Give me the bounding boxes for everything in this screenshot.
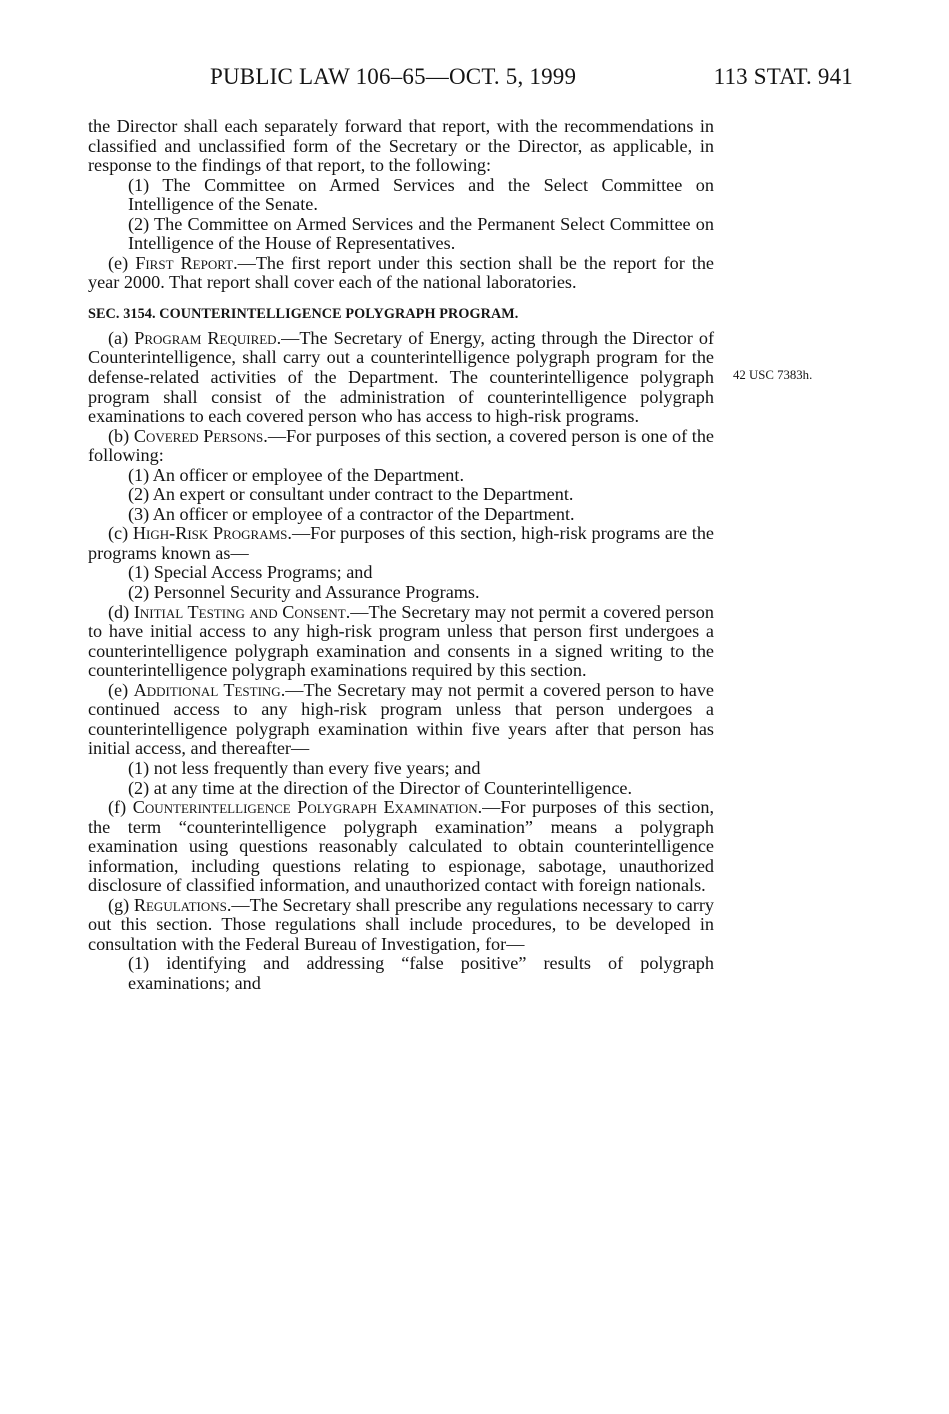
subsection-a	[88, 329, 714, 427]
subsection-c-item-2: (2) Personnel Security and Assurance Programs.	[128, 582, 480, 603]
running-title: PUBLIC LAW 106–65—OCT. 5, 1999	[210, 64, 577, 89]
subsection-f-text: .—For purposes of this section, the term “counterintelligence polygraph examination” means a polygraph examination using questions reasonably calculated to obtain counterintelligence information, including questions relating to espionage, sabotage, unauthorized disclosure of classified information, and unauthorized contact with foreign nationals.	[88, 797, 715, 896]
subsection-c-text: .—For purposes of this section, high-risk programs are the programs known as—	[88, 523, 715, 563]
subsection-e-caption: Additional Testing	[133, 679, 281, 700]
subsection-e-label: (e)	[108, 679, 134, 700]
subsection-f	[88, 798, 714, 896]
subsection-e	[88, 681, 714, 759]
subsection-c-label: (c)	[108, 523, 133, 544]
first-report-text: .—The first report under this section shall be the report for the year 2000. That report shall cover each of the national laboratories.	[88, 252, 715, 293]
subsection-g-label: (g)	[108, 894, 134, 915]
subsection-b-caption: Covered Persons	[133, 425, 264, 446]
subsection-d-text: .—The Secretary may not permit a covered person to have initial access to any high-risk program unless that person first undergoes a counterintelligence polygraph examination and consents in a signed writing to the counterintelligence polygraph examinations required by this section.	[88, 601, 714, 681]
subsection-d-label: (d)	[108, 601, 134, 622]
subsection-d-caption: Initial Testing and Consent	[133, 601, 346, 622]
first-report-paragraph	[88, 254, 714, 293]
subsection-f-label: (f)	[108, 797, 133, 818]
subsection-b-text: .—For purposes of this section, a covered person is one of the following:	[88, 425, 715, 466]
subsection-a-text: .—The Secretary of Energy, acting through the Director of Counterintelligence, shall carry out a counterintelligence polygraph program for the defense-related activities of the Department. The counterintelligence polygraph program shall consist of the administration of counterintelligence polygraph examinations to each covered person who has access to high-risk programs.	[88, 327, 715, 427]
section-heading	[88, 304, 714, 324]
subsection-c	[88, 524, 714, 563]
subsection-e-text: .—The Secretary may not permit a covered person to have continued access to any high-risk program unless that person undergoes a counterintelligence polygraph examination within five years after that person has initial access, and thereafter—	[88, 679, 714, 759]
subsection-g	[88, 896, 714, 955]
intro-item-2: (2) The Committee on Armed Services and the Permanent Select Committee on Intelligence of the House of Representatives.	[128, 213, 714, 254]
subsection-b-item-1: (1) An officer or employee of the Department.	[128, 464, 465, 485]
subsection-c-item-1: (1) Special Access Programs; and	[128, 562, 373, 583]
subsection-a-label: (a)	[108, 327, 135, 348]
first-report-caption: First Report	[135, 252, 234, 273]
statute-page-number: 113 STAT. 941	[713, 64, 853, 89]
subsection-b-item-2: (2) An expert or consultant under contract to the Department.	[128, 484, 574, 505]
subsection-g-text: .—The Secretary shall prescribe any regulations necessary to carry out this section. Those regulations shall include procedures, to be developed in consultation with the Federal Bureau of Investigation, for—	[88, 894, 714, 954]
subsection-a-caption: Program Required	[134, 327, 277, 348]
first-report-label: (e)	[108, 252, 136, 273]
subsection-e-item-1: (1) not less frequently than every five years; and	[128, 757, 481, 778]
intro-item-1: (1) The Committee on Armed Services and the Select Committee on Intelligence of the Senate.	[128, 174, 714, 215]
margin-citation: 42 USC 7383h.	[733, 368, 813, 382]
subsection-f-caption: Counterintelligence Polygraph Examination	[132, 797, 478, 818]
subsection-c-caption: High-Risk Programs	[132, 523, 288, 544]
subsection-d	[88, 603, 714, 681]
section-heading-text: SEC. 3154. COUNTERINTELLIGENCE POLYGRAPH PROGRAM.	[88, 305, 519, 322]
subsection-e-item-2: (2) at any time at the direction of the Director of Counterintelligence.	[128, 777, 633, 798]
subsection-g-item-1: (1) identifying and addressing “false positive” results of polygraph examinations; and	[128, 953, 714, 993]
subsection-b-item-3: (3) An officer or employee of a contractor of the Department.	[128, 503, 575, 524]
page-header	[0, 64, 949, 98]
page-body	[88, 117, 714, 994]
intro-paragraph: the Director shall each separately forward that report, with the recommendations in classified and unclassified form of the Secretary or the Director, as applicable, in response to the findings of that report, to the following:	[88, 116, 714, 176]
subsection-b-label: (b)	[108, 425, 134, 446]
subsection-g-caption: Regulations	[133, 894, 227, 915]
subsection-b	[88, 427, 714, 466]
